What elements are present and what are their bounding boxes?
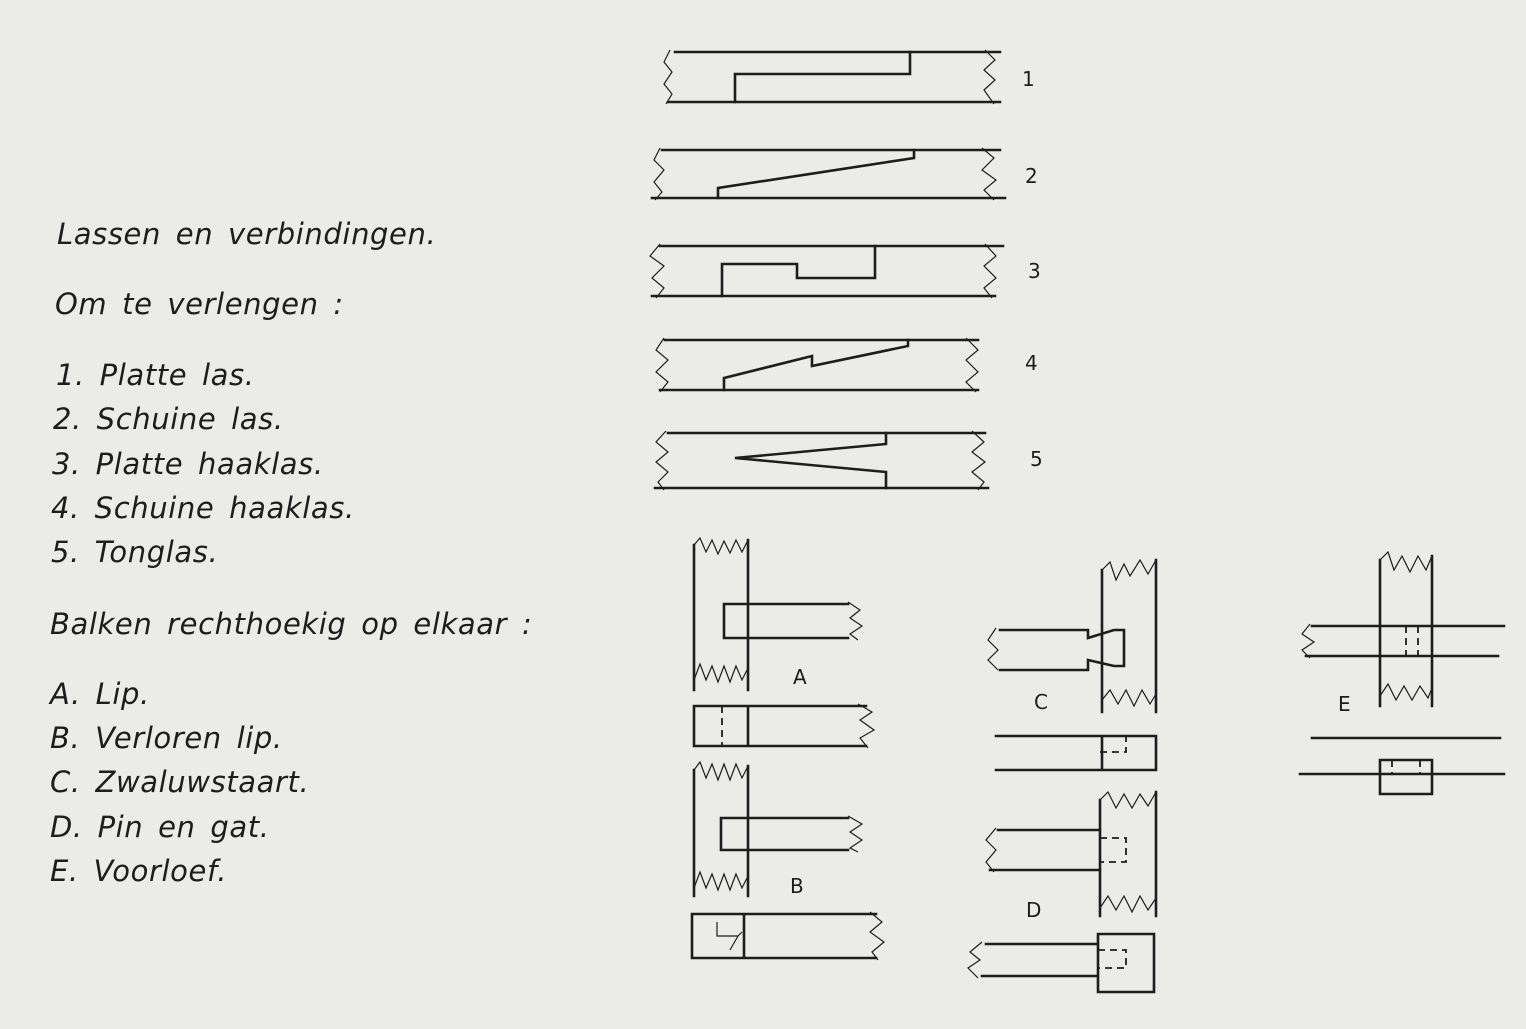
splice-item-5: 5. Tonglas.	[51, 535, 219, 569]
splice-item-1: 1. Platte las.	[56, 358, 255, 392]
joint-item-c: C. Zwaluwstaart.	[50, 765, 310, 799]
splice-item-3: 3. Platte haaklas.	[52, 447, 324, 481]
splice-item-4: 4. Schuine haaklas.	[51, 491, 355, 525]
splice-5-drawing	[655, 431, 988, 490]
splice-3-label: 3	[1028, 259, 1041, 283]
splice-1-label: 1	[1022, 67, 1035, 91]
section-lengthen-title: Om te verlengen :	[55, 287, 344, 321]
joint-d-label: D	[1026, 898, 1042, 922]
joint-e-label: E	[1338, 692, 1351, 716]
joint-item-e: E. Voorloef.	[50, 854, 228, 888]
splice-2-label: 2	[1025, 164, 1038, 188]
joint-b-drawing	[692, 762, 884, 960]
section-right-angle-title: Balken rechthoekig op elkaar :	[50, 607, 533, 641]
splice-item-2: 2. Schuine las.	[53, 402, 284, 436]
joint-e-drawing	[1300, 552, 1504, 794]
joint-c-drawing	[988, 560, 1156, 770]
splice-2-drawing	[652, 148, 1005, 200]
heading: Lassen en verbindingen.	[57, 217, 437, 251]
splice-4-label: 4	[1025, 351, 1038, 375]
joint-b-label: B	[790, 874, 804, 898]
joint-a-drawing	[694, 538, 874, 748]
splice-3-drawing	[650, 244, 1003, 298]
joint-d-drawing	[968, 792, 1156, 992]
splice-4-drawing	[656, 338, 978, 392]
joint-a-label: A	[793, 665, 807, 689]
joint-item-d: D. Pin en gat.	[50, 810, 270, 844]
joint-c-label: C	[1034, 690, 1048, 714]
joint-item-a: A. Lip.	[50, 677, 150, 711]
splice-5-label: 5	[1030, 447, 1043, 471]
joint-item-b: B. Verloren lip.	[50, 721, 283, 755]
splice-1-drawing	[664, 50, 1000, 104]
